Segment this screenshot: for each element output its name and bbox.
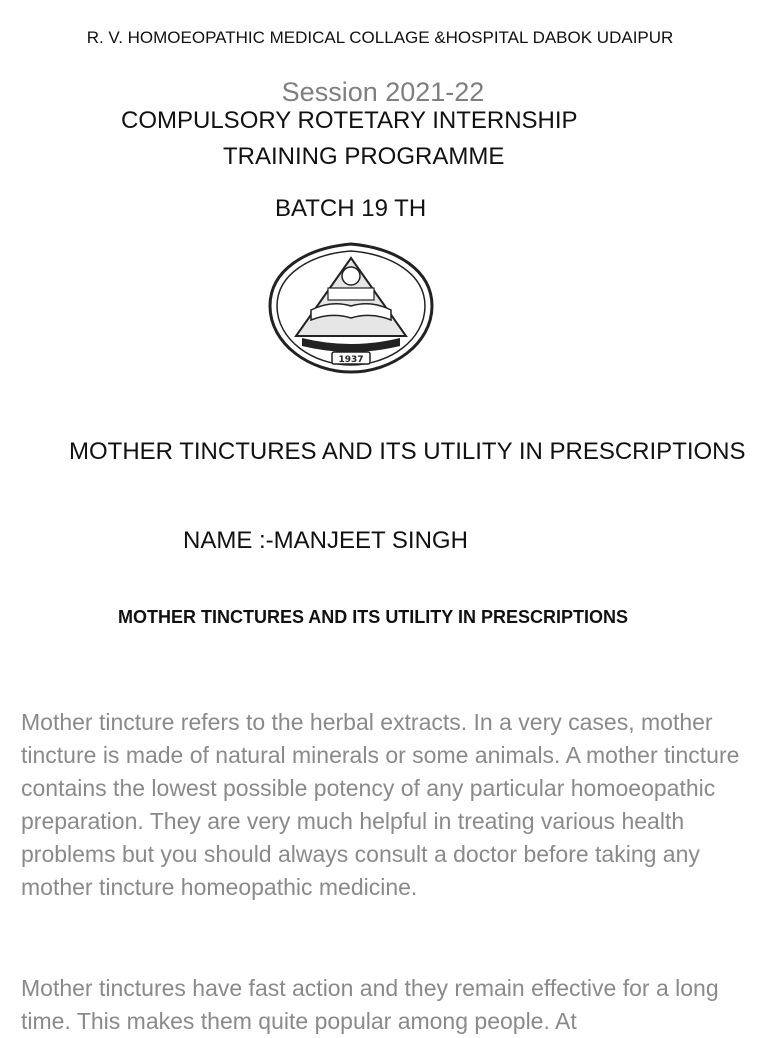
section-heading: MOTHER TINCTURES AND ITS UTILITY IN PRESCRIPTIONS xyxy=(117,607,629,627)
author-name: NAME :-MANJEET SINGH xyxy=(183,527,468,554)
programme-title-line2: TRAINING PROGRAMME xyxy=(223,143,505,170)
seal-year: 1937 xyxy=(338,355,364,365)
college-seal-icon xyxy=(266,240,436,376)
college-name: R. V. HOMOEOPATHIC MEDICAL COLLAGE &HOSPITAL DABOK UDAIPUR xyxy=(86,28,674,47)
document-topic: MOTHER TINCTURES AND ITS UTILITY IN PRESCRIPTIONS xyxy=(69,438,746,465)
programme-title-line1: COMPULSORY ROTETARY INTERNSHIP xyxy=(121,107,578,134)
batch-label: BATCH 19 TH xyxy=(275,195,427,222)
paragraph-2: Mother tinctures have fast action and they remain effective for a long time. This makes them quite popular among people. At xyxy=(21,975,719,1034)
paragraph-1: Mother tincture refers to the herbal extracts. In a very cases, mother tincture is made of natural minerals or some animals. A mother tincture contains the lowest possible potency of any particular homoeopathic preparation. They are very much helpful in treating various health problems but you should always consult a doctor before taking any mother tincture homeopathic medicine. xyxy=(21,709,740,900)
session-label: Session 2021-22 xyxy=(281,77,485,107)
